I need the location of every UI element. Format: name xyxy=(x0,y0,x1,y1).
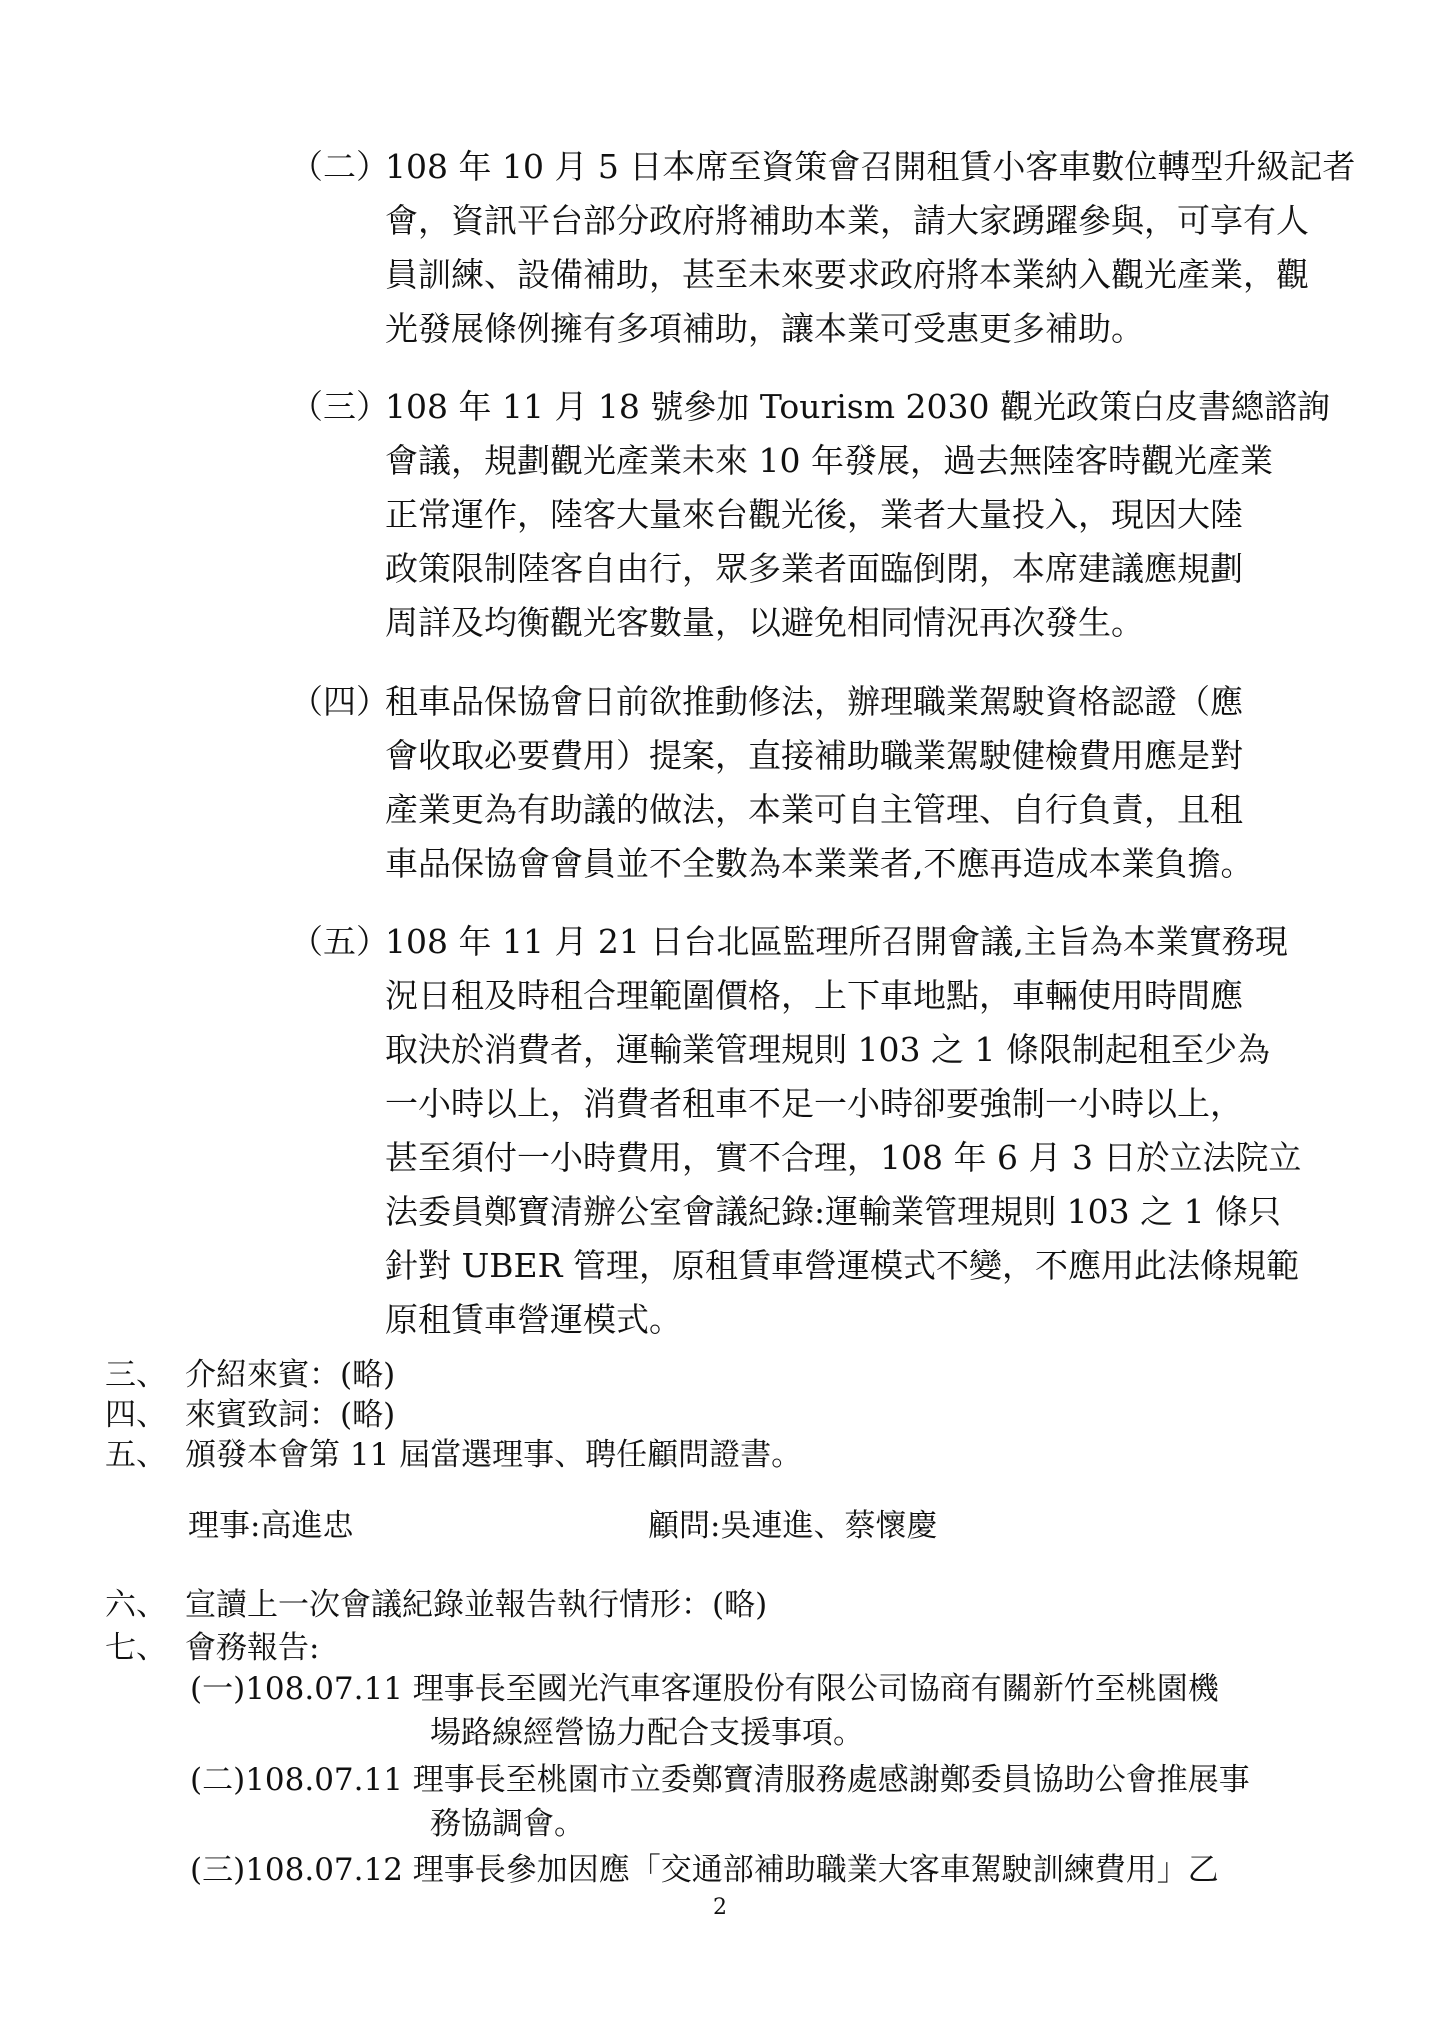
report-continuation: 場路線經營協力配合支援事項。 xyxy=(430,1715,864,1751)
sub-item-marker: （五） xyxy=(290,922,389,961)
paragraph-line: 況日租及時租合理範圍價格，上下車地點，車輛使用時間應 xyxy=(385,976,1243,1015)
paragraph-line: 甚至須付一小時費用，實不合理，108 年 6 月 3 日於立法院立 xyxy=(385,1138,1302,1177)
paragraph-line: 一小時以上，消費者租車不足一小時卻要強制一小時以上， xyxy=(385,1084,1243,1123)
page-number: 2 xyxy=(713,1895,727,1920)
paragraph-line: 法委員鄭寶清辦公室會議紀錄:運輸業管理規則 103 之 1 條只 xyxy=(385,1192,1282,1231)
sub-item-marker: （三） xyxy=(290,387,389,426)
numbered-item-3 xyxy=(105,1355,395,1395)
report-lead: (三)108.07.12 理事長參加因應「交通部補助職業大客車駕駛訓練費用」乙 xyxy=(190,1852,1219,1888)
awardee-director: 理事:高進忠 xyxy=(188,1508,354,1544)
paragraph-line: 員訓練、設備補助，甚至未來要求政府將本業納入觀光產業，觀 xyxy=(385,255,1309,294)
report-lead: (二)108.07.11 理事長至桃園市立委鄭寶清服務處感謝鄭委員協助公會推展事 xyxy=(190,1762,1250,1798)
paragraph-line: 針對 UBER 管理，原租賃車營運模式不變，不應用此法條規範 xyxy=(385,1246,1299,1285)
paragraph-line: 取決於消費者，運輸業管理規則 103 之 1 條限制起租至少為 xyxy=(385,1030,1270,1069)
paragraph-line: 正常運作，陸客大量來台觀光後，業者大量投入，現因大陸 xyxy=(385,495,1243,534)
report-item-3 xyxy=(190,1848,1219,1892)
paragraph-line: 會，資訊平台部分政府將補助本業，請大家踴躍參與，可享有人 xyxy=(385,201,1309,240)
numbered-item-marker: 三、 xyxy=(105,1357,167,1393)
numbered-item-text: 來賓致詞：(略) xyxy=(185,1397,396,1433)
numbered-item-marker: 四、 xyxy=(105,1397,167,1433)
numbered-item-6 xyxy=(105,1585,767,1625)
paragraph-line: 政策限制陸客自由行，眾多業者面臨倒閉，本席建議應規劃 xyxy=(385,549,1243,588)
numbered-item-marker: 七、 xyxy=(105,1630,167,1666)
paragraph-line: 車品保協會會員並不全數為本業業者,不應再造成本業負擔。 xyxy=(385,844,1254,883)
report-lead: (一)108.07.11 理事長至國光汽車客運股份有限公司協商有關新竹至桃園機 xyxy=(190,1671,1219,1707)
numbered-item-text: 頒發本會第 11 屆當選理事、聘任顧問證書。 xyxy=(185,1437,803,1473)
paragraph-line: 光發展條例擁有多項補助，讓本業可受惠更多補助。 xyxy=(385,309,1144,348)
paragraph-line: 108 年 11 月 18 號參加 Tourism 2030 觀光政策白皮書總諮詢 xyxy=(385,387,1330,426)
numbered-item-7 xyxy=(105,1628,319,1668)
sub-item-marker: （四） xyxy=(290,682,389,721)
numbered-item-text: 會務報告: xyxy=(185,1630,320,1666)
sub-item-marker: （二） xyxy=(290,147,389,186)
numbered-item-text: 介紹來賓：(略) xyxy=(185,1357,396,1393)
numbered-item-text: 宣讀上一次會議紀錄並報告執行情形：(略) xyxy=(185,1587,768,1623)
numbered-item-marker: 六、 xyxy=(105,1587,167,1623)
report-item-2 xyxy=(190,1758,1250,1846)
paragraph-line: 租車品保協會日前欲推動修法，辦理職業駕駛資格認證（應 xyxy=(385,682,1243,721)
numbered-item-marker: 五、 xyxy=(105,1437,167,1473)
paragraph-line: 108 年 11 月 21 日台北區監理所召開會議,主旨為本業實務現 xyxy=(385,922,1288,961)
paragraph-line: 會議，規劃觀光產業未來 10 年發展，過去無陸客時觀光產業 xyxy=(385,441,1273,480)
paragraph-line: 原租賃車營運模式。 xyxy=(385,1300,682,1339)
awardee-advisors: 顧問:吳連進、蔡懷慶 xyxy=(648,1508,938,1544)
paragraph-line: 周詳及均衡觀光客數量，以避免相同情況再次發生。 xyxy=(385,603,1144,642)
report-continuation: 務協調會。 xyxy=(430,1806,585,1842)
paragraph-line: 產業更為有助議的做法，本業可自主管理、自行負責，且租 xyxy=(385,790,1243,829)
paragraph-line: 108 年 10 月 5 日本席至資策會召開租賃小客車數位轉型升級記者 xyxy=(385,147,1356,186)
report-item-1 xyxy=(190,1667,1219,1755)
numbered-item-4 xyxy=(105,1395,395,1435)
numbered-item-5 xyxy=(105,1435,802,1475)
paragraph-line: 會收取必要費用）提案，直接補助職業駕駛健檢費用應是對 xyxy=(385,736,1243,775)
